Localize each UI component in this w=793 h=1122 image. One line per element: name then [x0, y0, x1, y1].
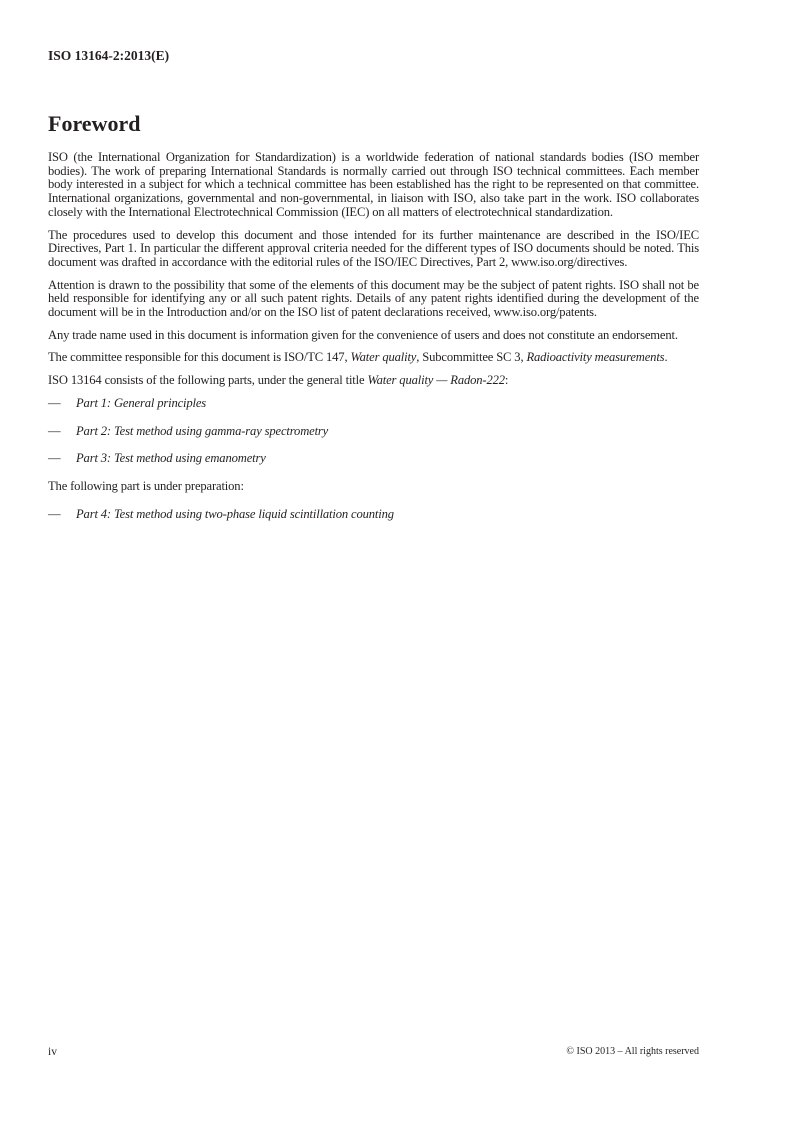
italic-text: Water quality — Radon-222 — [367, 373, 505, 388]
document-id: ISO 13164-2:2013(E) — [48, 48, 170, 63]
part-title: Part 3: Test method using emanometry — [76, 451, 266, 466]
paragraph — [48, 374, 699, 388]
part-title: Part 4: Test method using two-phase liquid scintillation counting — [76, 506, 394, 521]
paragraph: ISO (the International Organization for Standardization) is a worldwide federation of national standards bodies (ISO member bodies). The work of preparing International Standards is normally carried out through ISO technical committees. Each member body interested in a subject for which a technical committee has been established has the right to be represented on that committee. International organizations, governmental and non-governmental, in liaison with ISO, also take part in the work. ISO collaborates closely with the International Electrotechnical Commission (IEC) on all matters of electrotechnical standardization. — [48, 150, 699, 219]
dash: — — [48, 506, 61, 521]
section-title: Foreword — [48, 111, 141, 136]
paragraph: Attention is drawn to the possibility that some of the elements of this document may be the subject of patent rights. ISO shall not be held responsible for identifying any or all such patent rights. Details of any patent rights identified during the development of the document will be in the Introduction and/or on the ISO list of patent declarations received, www.iso.org/patents. — [48, 277, 699, 320]
copyright: © ISO 2013 – All rights reserved — [566, 1046, 699, 1057]
part-title: Part 2: Test method using gamma-ray spectrometry — [76, 423, 329, 438]
dash: — — [48, 395, 61, 410]
dash: — — [48, 423, 61, 438]
paragraph: Any trade name used in this document is information given for the convenience of users and does not constitute an endorsement. — [48, 327, 678, 342]
italic-text: Radioactivity measurements — [526, 350, 665, 365]
part-title: Part 1: General principles — [76, 395, 207, 410]
list-item — [48, 425, 699, 439]
italic-text: Water quality — [350, 350, 417, 365]
text: , Subcommittee SC 3, — [416, 350, 527, 365]
foreword-body — [48, 151, 699, 535]
text: The committee responsible for this document is ISO/TC 147, — [48, 350, 351, 365]
list-item — [48, 452, 699, 466]
paragraph: The following part is under preparation: — [48, 478, 244, 493]
paragraph — [48, 351, 699, 365]
list-item — [48, 397, 699, 411]
text: . — [664, 350, 668, 365]
list-item — [48, 508, 699, 522]
paragraph: The procedures used to develop this document and those intended for its further maintenance are described in the ISO/IEC Directives, Part 1. In particular the different approval criteria needed for the different types of ISO documents should be noted. This document was drafted in accordance with the editorial rules of the ISO/IEC Directives, Part 2, www.iso.org/directives. — [48, 227, 699, 269]
dash: — — [48, 451, 61, 466]
text: ISO 13164 consists of the following parts, under the general title — [48, 373, 368, 388]
text: : — [504, 373, 509, 388]
page-footer — [48, 1046, 699, 1058]
page-number: iv — [48, 1046, 57, 1058]
